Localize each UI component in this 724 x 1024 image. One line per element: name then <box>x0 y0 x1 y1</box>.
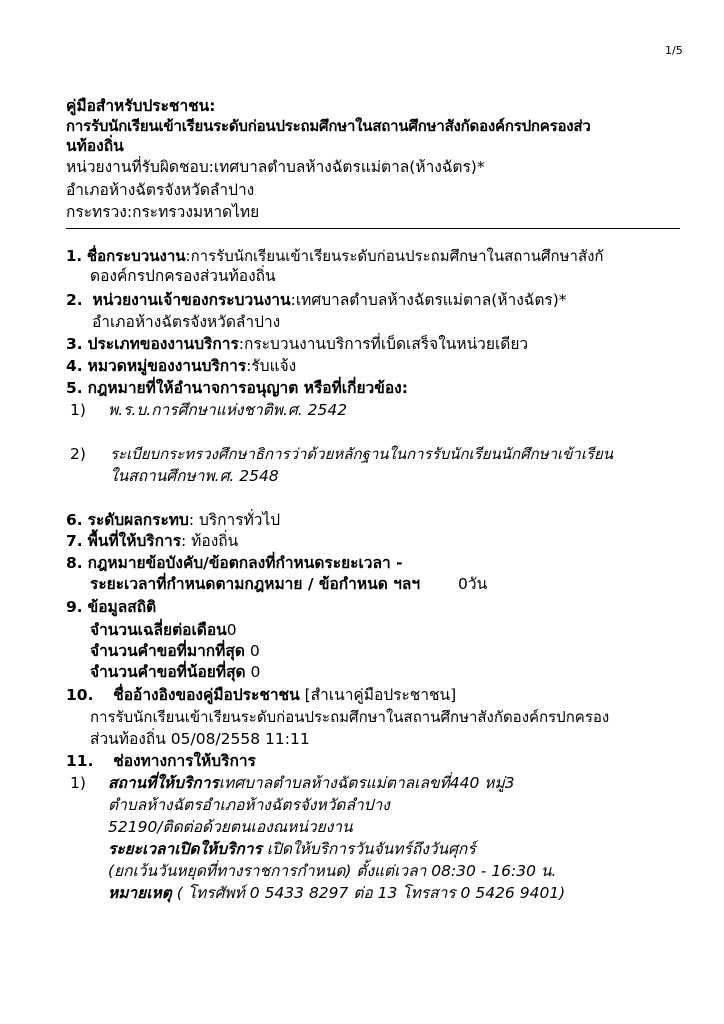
stat-average <box>90 620 237 640</box>
section-6-label: ระดับผลกระทบ <box>87 511 189 529</box>
hours-label: ระยะเวลาเปิดให้บริการ <box>108 840 262 858</box>
section-7 <box>66 531 238 551</box>
place-value: เทศบาลตำบลห้างฉัตรแม่ตาลเลขที่440 หมู่3 <box>218 774 515 792</box>
ministry-line: กระทรวง:กระทรวงมหาดไทย <box>66 203 260 221</box>
law-2-text: ระเบียบกระทรวงศึกษาธิการว่าด้วยหลักฐานในการรับนักเรียนนักศึกษาเข้าเรียน <box>110 445 614 463</box>
section-4 <box>66 356 296 376</box>
section-9-label: ข้อมูลสถิติ <box>87 598 157 616</box>
section-9 <box>66 597 156 617</box>
section-4-value: :รับแจ้ง <box>246 357 297 375</box>
section-5 <box>66 378 408 398</box>
district-line: อำเภอห้างฉัตรจังหวัดลำปาง <box>66 181 255 199</box>
section-2 <box>66 290 567 310</box>
note-label: หมายเหตุ <box>108 884 172 902</box>
manual-title-3: นท้องถิ่น <box>66 137 124 155</box>
section-10-value: [สำเนาคู่มือประชาชน] <box>304 686 457 704</box>
stat-average-label: จำนวนเฉลี่ยต่อเดือน <box>90 621 227 639</box>
section-8 <box>66 553 403 573</box>
section-6-number: 6. <box>66 511 83 529</box>
channel-1-note <box>108 883 565 903</box>
agency-line: หน่วยงานที่รับผิดชอบ:เทศบาลตำบลห้างฉัตรแม่ตาล(ห้างฉัตร)* <box>66 158 485 176</box>
section-3-number: 3. <box>66 335 83 353</box>
stat-average-value: 0 <box>226 621 237 639</box>
section-2-value-cont: อำเภอห้างฉัตรจังหวัดลำปาง <box>92 313 281 331</box>
section-10-text: การรับนักเรียนเข้าเรียนระดับก่อนประถมศึกษาในสถานศึกษาสังกัดองค์กรปกครอง <box>90 708 610 726</box>
section-7-value: : ท้องถิ่น <box>181 532 239 550</box>
section-1-number: 1. <box>66 247 83 265</box>
section-1-value: :การรับนักเรียนเข้าเรียนระดับก่อนประถมศึกษาในสถานศึกษาสังกั <box>185 247 604 265</box>
page-number: 1/5 <box>665 44 683 57</box>
section-3 <box>66 334 528 354</box>
section-7-number: 7. <box>66 532 83 550</box>
place-line-3: 52190/ติดต่อด้วยตนเองณหน่วยงาน <box>108 818 353 836</box>
place-line-2: ตำบลห้างฉัตรอำเภอห้างฉัตรจังหวัดลำปาง <box>108 796 390 814</box>
section-2-number: 2. <box>66 291 83 309</box>
stat-min-value: 0 <box>250 663 261 681</box>
section-1 <box>66 246 604 266</box>
section-10-number: 10. <box>66 686 94 704</box>
law-1-text: พ.ร.บ.การศึกษาแห่งชาติพ.ศ. 2542 <box>108 401 348 419</box>
section-1-value-cont: ดองค์กรปกครองส่วนท้องถิ่น <box>90 267 276 285</box>
stat-min <box>90 662 260 682</box>
section-4-number: 4. <box>66 357 83 375</box>
stat-max-label: จำนวนคำขอที่มากที่สุด <box>90 642 245 660</box>
section-5-label: กฎหมายที่ให้อำนาจการอนุญาต หรือที่เกี่ยวข้อง: <box>87 379 408 397</box>
channel-1-place <box>108 773 515 793</box>
section-10-label: ชื่ออ้างอิงของคู่มือประชาชน <box>113 686 300 704</box>
section-7-label: พื้นที่ให้บริการ <box>87 532 182 550</box>
section-4-label: หมวดหมู่ของงานบริการ <box>87 357 247 375</box>
section-10-text-cont: ส่วนท้องถิ่น 05/08/2558 11:11 <box>90 730 310 748</box>
channel-1-hours <box>108 839 476 859</box>
section-10 <box>66 685 456 705</box>
section-9-number: 9. <box>66 598 83 616</box>
section-6-value: : บริการทั่วไป <box>188 511 281 529</box>
section-6 <box>66 510 280 530</box>
header-divider <box>66 228 680 229</box>
section-3-value: :กระบวนงานบริการที่เบ็ดเสร็จในหน่วยเดียว <box>238 335 529 353</box>
stat-max-value: 0 <box>249 642 260 660</box>
section-5-number: 5. <box>66 379 83 397</box>
hours-value: เปิดให้บริการวันจันทร์ถึงวันศุกร์ <box>261 840 476 858</box>
section-8-value: 0วัน <box>458 575 488 593</box>
law-2-text-cont: ในสถานศึกษาพ.ศ. 2548 <box>110 467 279 485</box>
manual-title-1: คู่มือสำหรับประชาชน: <box>66 97 216 115</box>
stat-min-label: จำนวนคำขอที่น้อยที่สุด <box>90 663 246 681</box>
section-8-label-cont: ระยะเวลาที่กำหนดตามกฎหมาย / ข้อกำหนด ฯลฯ <box>90 575 421 593</box>
section-11-number: 11. <box>66 752 94 770</box>
channel-1-number: 1) <box>70 774 86 792</box>
section-2-label: หน่วยงานเจ้าของกระบวนงาน <box>92 291 291 309</box>
section-3-label: ประเภทของงานบริการ <box>87 335 239 353</box>
section-11 <box>66 751 256 771</box>
law-2-number: 2) <box>70 445 86 463</box>
manual-title-2: การรับนักเรียนเข้าเรียนระดับก่อนประถมศึกษาในสถานศึกษาสังกัดองค์กรปกครองส่ว <box>66 117 591 135</box>
section-11-label: ช่องทางการให้บริการ <box>113 752 256 770</box>
section-8-label: กฎหมายข้อบังคับ/ข้อตกลงที่กำหนดระยะเวลา - <box>87 554 403 572</box>
section-2-value: :เทศบาลตำบลห้างฉัตรแม่ตาล(ห้างฉัตร)* <box>290 291 567 309</box>
note-value: ( โทรศัพท์ 0 5433 8297 ต่อ 13 โทรสาร 0 5426 9401) <box>171 884 566 902</box>
hours-line-2: (ยกเว้นวันหยุดที่ทางราชการกำหนด) ตั้งแต่เวลา 08:30 - 16:30 น. <box>108 862 557 880</box>
section-1-label: ชื่อกระบวนงาน <box>86 247 186 265</box>
stat-max <box>90 641 260 661</box>
law-1-number: 1) <box>70 401 86 419</box>
place-label: สถานที่ให้บริการ <box>108 774 219 792</box>
section-8-number: 8. <box>66 554 83 572</box>
